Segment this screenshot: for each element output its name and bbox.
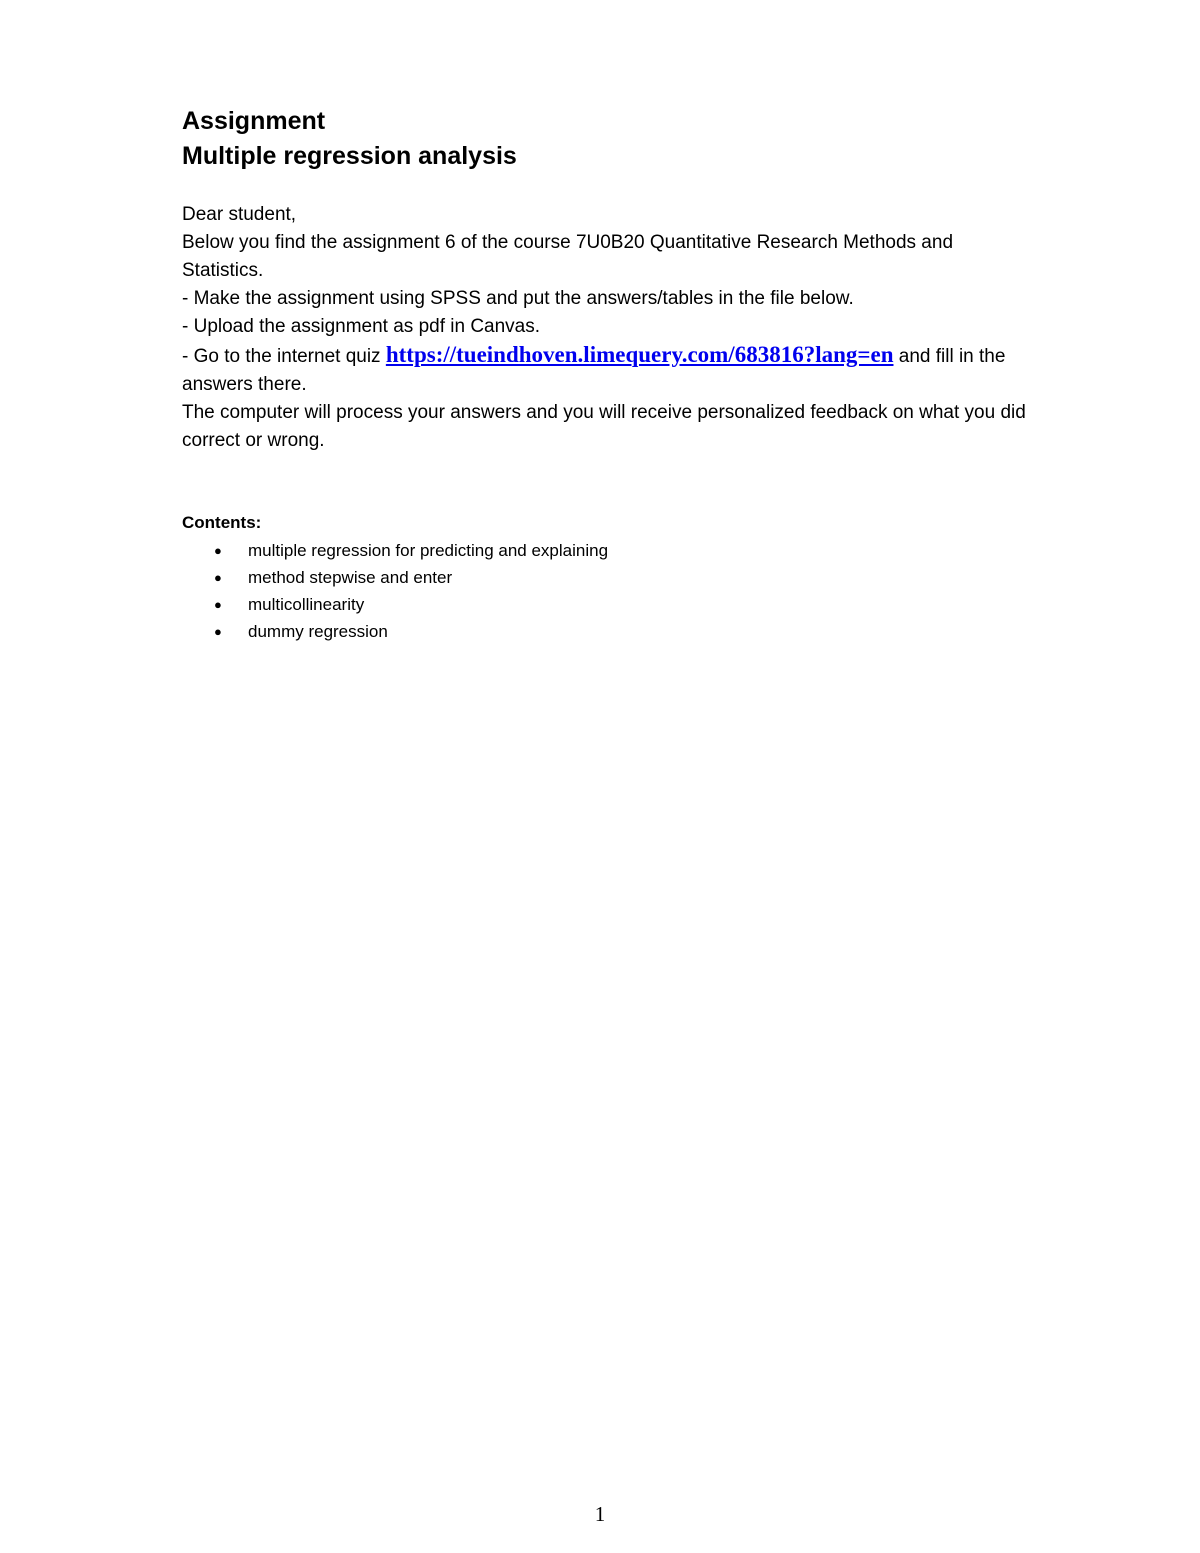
page-number: 1 — [594, 1502, 606, 1526]
instruction-quiz — [182, 341, 1032, 399]
quiz-suffix: and fill in the answers there. — [182, 346, 1006, 395]
contents-list — [182, 537, 1032, 645]
list-item-text: multicollinearity — [248, 595, 365, 614]
bullet-icon: ● — [214, 543, 222, 558]
list-item — [182, 618, 1032, 645]
bullet-icon: ● — [214, 570, 222, 585]
title-assignment: Assignment — [182, 107, 326, 135]
list-item — [182, 564, 1032, 591]
list-item — [182, 591, 1032, 618]
bullet-icon: ● — [214, 624, 222, 639]
list-item-text: dummy regression — [248, 622, 388, 641]
greeting-text: Dear student, — [182, 204, 297, 225]
contents-heading: Contents: — [182, 513, 262, 532]
instruction-spss: - Make the assignment using SPSS and put the answers/tables in the file below. — [182, 288, 854, 309]
quiz-link[interactable]: https://tueindhoven.limequery.com/683816?lang=en — [385, 342, 894, 367]
quiz-prefix: - Go to the internet quiz — [182, 346, 386, 367]
list-item-text: method stepwise and enter — [248, 568, 453, 587]
bullet-icon: ● — [214, 597, 222, 612]
intro-text: Below you find the assignment 6 of the course 7U0B20 Quantitative Research Methods and Statistics. — [182, 232, 954, 281]
page-content — [182, 104, 1032, 645]
intro-block — [182, 201, 1032, 455]
feedback-text: The computer will process your answers and you will receive personalized feedback on what you did correct or wrong. — [182, 402, 1026, 451]
title-multiple-regression: Multiple regression analysis — [182, 142, 517, 170]
list-item-text: multiple regression for predicting and explaining — [248, 541, 609, 560]
instruction-upload: - Upload the assignment as pdf in Canvas. — [182, 316, 541, 337]
list-item — [182, 537, 1032, 564]
